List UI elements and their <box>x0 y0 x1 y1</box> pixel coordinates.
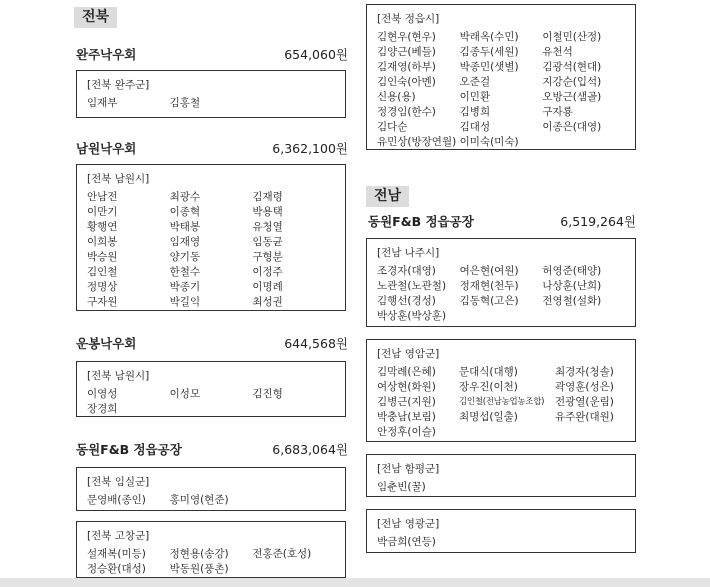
member-name: 박태봉 <box>169 221 201 233</box>
org-header <box>74 139 350 157</box>
member-name: 김재영(하부) <box>377 61 436 73</box>
member-name: 이희봉 <box>87 236 118 248</box>
member-name: 최성권 <box>252 296 283 308</box>
member-name: 이만기 <box>87 206 118 218</box>
member-name: 유민상(방장연월) <box>377 136 457 148</box>
member-name: 박금희(연등) <box>377 536 436 548</box>
member-name: 박동원(풍촌) <box>169 563 229 575</box>
area-label: [전남 영광군] <box>377 518 440 530</box>
member-name: 김재령 <box>252 191 283 203</box>
area-label: [전남 나주시] <box>377 247 440 259</box>
member-names <box>87 548 335 576</box>
org-amount: 6,362,100원 <box>272 141 348 156</box>
member-name: 설재복(미등) <box>87 548 146 560</box>
area-label: [전남 함평군] <box>377 463 440 475</box>
member-name: 박용택 <box>252 206 283 218</box>
region-label-jeonbuk: 전북 <box>74 7 117 28</box>
org-header <box>366 212 638 230</box>
member-name: 최광수 <box>169 191 201 203</box>
member-name: 황행연 <box>87 221 118 233</box>
member-name: 정현용(송강) <box>169 548 229 560</box>
member-name: 여상현(화원) <box>377 381 436 393</box>
member-name: 구형분 <box>252 251 283 263</box>
org-amount: 644,568원 <box>284 336 348 351</box>
member-name: 문영배(종인) <box>87 494 146 506</box>
member-name: 구자룡 <box>542 106 573 118</box>
member-name: 전영철(설화) <box>542 295 602 307</box>
member-name: 유천석 <box>542 46 573 58</box>
member-name: 김인철 <box>87 266 118 278</box>
member-box <box>76 361 346 417</box>
member-names <box>87 191 335 309</box>
member-name: 임재부 <box>87 97 118 109</box>
member-name: 정경임(한수) <box>377 106 436 118</box>
member-name: 김행선(경성) <box>377 295 436 307</box>
member-name: 임동균 <box>252 236 283 248</box>
member-name: 오준걸 <box>459 76 491 88</box>
member-name: 전광열(운림) <box>555 396 614 408</box>
member-box <box>366 238 636 327</box>
member-name: 김동혁(고은) <box>459 295 519 307</box>
org-header <box>74 45 350 63</box>
member-name: 이민환 <box>459 91 491 103</box>
member-name: 이미숙(미숙) <box>459 136 519 148</box>
member-name: 문대식(대행) <box>459 366 518 378</box>
member-name: 박상훈(박상훈) <box>377 310 447 322</box>
org-name: 운봉낙우회 <box>76 336 137 351</box>
member-name: 김홍철 <box>169 97 201 109</box>
member-names <box>377 481 625 494</box>
area-label: [전남 영암군] <box>377 348 440 360</box>
member-name: 정명상 <box>87 281 118 293</box>
member-box <box>366 4 636 150</box>
member-name: 최명섭(일출) <box>459 411 518 423</box>
member-name: 임춘빈(꿀) <box>377 481 426 493</box>
member-name: 정재현(천두) <box>459 280 519 292</box>
member-name: 홍미영(현준) <box>169 494 229 506</box>
area-label: [전북 남원시] <box>87 173 150 185</box>
member-name: 김현우(현우) <box>377 31 436 43</box>
member-box <box>366 454 636 497</box>
member-name: 조경자(대영) <box>377 265 436 277</box>
area-label: [전북 남원시] <box>87 370 150 382</box>
member-name: 이성모 <box>169 388 201 400</box>
member-name: 김막례(은혜) <box>377 366 436 378</box>
member-name: 김양근(베들) <box>377 46 436 58</box>
member-name: 전홍준(호성) <box>252 548 312 560</box>
org-name: 남원낙우회 <box>76 141 137 156</box>
member-name: 이종은(대영) <box>542 121 602 133</box>
member-name: 김병근(지원) <box>377 396 436 408</box>
org-header <box>74 334 350 352</box>
member-name: 김진형 <box>252 388 283 400</box>
member-name: 구자원 <box>87 296 118 308</box>
member-box <box>76 164 346 311</box>
member-name: 임재영 <box>169 236 201 248</box>
org-header <box>74 440 350 458</box>
member-box <box>366 339 636 442</box>
member-name: 박승원 <box>87 251 118 263</box>
member-name: 이정주 <box>252 266 283 278</box>
member-name: 나상훈(난희) <box>542 280 602 292</box>
member-name: 유주완(대원) <box>555 411 614 423</box>
member-name: 곽영훈(성은) <box>555 381 614 393</box>
member-name: 김다순 <box>377 121 408 133</box>
member-name: 김광석(현대) <box>542 61 602 73</box>
area-label: [전북 임실군] <box>87 476 150 488</box>
member-name: 김인숙(아멘) <box>377 76 436 88</box>
org-name: 동원F&B 정읍공장 <box>368 214 474 229</box>
member-name: 허영준(태양) <box>542 265 602 277</box>
member-names <box>377 265 625 323</box>
member-name: 이철민(산정) <box>542 31 602 43</box>
member-name: 김종두(세원) <box>459 46 519 58</box>
member-name: 박래옥(수민) <box>459 31 519 43</box>
member-name: 오방근(샘골) <box>542 91 602 103</box>
member-name: 한철수 <box>169 266 201 278</box>
area-label: [전북 정읍시] <box>377 13 440 25</box>
member-name: 노관철(노관철) <box>377 280 447 292</box>
member-box <box>76 70 346 118</box>
member-box <box>76 521 346 578</box>
member-name: 박길익 <box>169 296 201 308</box>
member-name: 이종혁 <box>169 206 201 218</box>
member-name: 안남전 <box>87 191 118 203</box>
member-box <box>76 467 346 511</box>
member-name: 안정후(이슬) <box>377 426 436 438</box>
member-names <box>87 494 335 507</box>
region-label-jeonnam: 전남 <box>366 186 409 207</box>
member-name: 이영성 <box>87 388 118 400</box>
member-name: 김병희 <box>459 106 491 118</box>
member-name: 장경희 <box>87 403 118 415</box>
member-name: 박종기 <box>169 281 201 293</box>
member-name: 유청열 <box>252 221 283 233</box>
member-names <box>377 536 625 549</box>
bottom-page-strip <box>0 578 710 587</box>
member-name: 정승환(대성) <box>87 563 146 575</box>
area-label: [전북 고창군] <box>87 530 150 542</box>
member-name: 지강순(입석) <box>542 76 602 88</box>
member-name: 여은현(여원) <box>459 265 519 277</box>
org-amount: 654,060원 <box>284 47 348 62</box>
area-label: [전북 완주군] <box>87 79 150 91</box>
org-amount: 6,519,264원 <box>560 214 636 229</box>
member-names <box>87 97 335 110</box>
org-name: 완주낙우회 <box>76 47 137 62</box>
member-name: 김인철(전남농업농조합) <box>459 397 545 407</box>
member-name: 신용(용) <box>377 91 416 103</box>
member-names <box>377 31 625 149</box>
member-names <box>87 388 335 416</box>
org-name: 동원F&B 정읍공장 <box>76 442 182 457</box>
org-amount: 6,683,064원 <box>272 442 348 457</box>
member-box <box>366 509 636 553</box>
member-name: 박충남(보림) <box>377 411 436 423</box>
member-name: 이명례 <box>252 281 283 293</box>
member-name: 장우진(이천) <box>459 381 518 393</box>
member-name: 양기동 <box>169 251 201 263</box>
member-names <box>377 366 625 439</box>
member-name: 김대성 <box>459 121 491 133</box>
member-name: 박종민(샛별) <box>459 61 519 73</box>
member-name: 최경자(청솔) <box>555 366 614 378</box>
